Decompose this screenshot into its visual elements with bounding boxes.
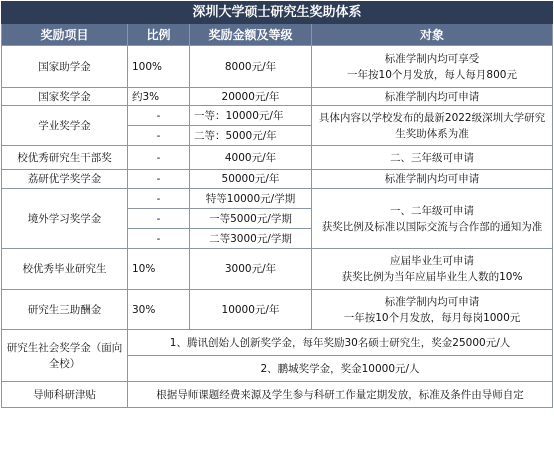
cell-amount: 二等：5000元/年 <box>190 126 312 146</box>
cell-ratio: 10% <box>128 249 190 290</box>
cell-mentor-content: 根据导师课题经费来源及学生参与科研工作量定期发放，标准及条件由导师自定 <box>128 382 553 408</box>
cell-item: 研究生三助酬金 <box>2 290 128 330</box>
cell-ratio: - <box>128 146 190 170</box>
target-line: 标准学制内均可享受 <box>384 52 480 65</box>
header-item: 奖励项目 <box>2 24 128 46</box>
header-amount: 奖励金额及等级 <box>190 24 312 46</box>
table-title: 深圳大学硕士研究生奖助体系 <box>2 2 553 24</box>
cell-item: 学业奖学金 <box>2 106 128 146</box>
cell-item: 国家奖学金 <box>2 88 128 106</box>
target-line: 生奖助体系为准 <box>395 127 469 140</box>
cell-amount: 二等3000元/学期 <box>190 229 312 249</box>
cell-item: 研究生社会奖学金（面向全校） <box>2 330 128 382</box>
cell-target <box>312 290 553 330</box>
target-line: 具体内容以学校发布的最新2022级深圳大学研究 <box>318 111 546 124</box>
cell-ratio: 100% <box>128 46 190 88</box>
table-row <box>2 170 553 189</box>
title-row <box>2 2 553 24</box>
cell-ratio: - <box>128 170 190 189</box>
cell-amount: 10000元/年 <box>190 290 312 330</box>
cell-item: 校优秀毕业研究生 <box>2 249 128 290</box>
header-row <box>2 24 553 46</box>
cell-ratio: 30% <box>128 290 190 330</box>
table-row <box>2 330 553 356</box>
target-line: 一年按10个月发放，每月每岗1000元 <box>343 311 521 324</box>
target-line: 获奖比例为当年应届毕业生人数的10% <box>341 271 523 283</box>
header-ratio: 比例 <box>128 24 190 46</box>
cell-amount: 20000元/年 <box>190 88 312 106</box>
cell-ratio: - <box>128 229 190 249</box>
cell-target <box>312 106 553 146</box>
header-target: 对象 <box>312 24 553 46</box>
table-row <box>2 106 553 126</box>
cell-amount: 特等10000元/学期 <box>190 189 312 209</box>
cell-target: 标准学制内均可申请 <box>312 88 553 106</box>
cell-amount: 8000元/年 <box>190 46 312 88</box>
table-row <box>2 382 553 408</box>
cell-amount: 50000元/年 <box>190 170 312 189</box>
cell-item: 境外学习奖学金 <box>2 189 128 249</box>
scholarship-table <box>1 1 553 408</box>
target-line: 应届毕业生可申请 <box>390 255 474 267</box>
table-row <box>2 189 553 209</box>
target-line: 标准学制内均可申请 <box>384 295 480 308</box>
cell-item: 荔研优学奖学金 <box>2 170 128 189</box>
table-row <box>2 249 553 290</box>
target-line: 一年按10个月发放，每人每月800元 <box>347 68 517 81</box>
target-line: 获奖比例及标准以国际交流与合作部的通知为准 <box>321 220 543 233</box>
table-row <box>2 290 553 330</box>
cell-social-line: 2、鹏城奖学金，奖金10000元/人 <box>128 356 553 382</box>
cell-ratio: - <box>128 209 190 229</box>
cell-target <box>312 189 553 249</box>
cell-amount: 3000元/年 <box>190 249 312 290</box>
cell-item: 校优秀研究生干部奖 <box>2 146 128 170</box>
cell-ratio: - <box>128 106 190 126</box>
scholarship-table-container <box>1 1 552 408</box>
target-line: 一、二年级可申请 <box>390 204 474 217</box>
table-row <box>2 146 553 170</box>
table-row <box>2 46 553 88</box>
cell-target: 标准学制内均可申请 <box>312 170 553 189</box>
cell-item: 国家助学金 <box>2 46 128 88</box>
cell-target: 二、三年级可申请 <box>312 146 553 170</box>
cell-item: 导师科研津贴 <box>2 382 128 408</box>
table-row <box>2 88 553 106</box>
cell-ratio: - <box>128 126 190 146</box>
cell-amount: 4000元/年 <box>190 146 312 170</box>
cell-amount: 一等：10000元/年 <box>190 106 312 126</box>
cell-ratio: 约3% <box>128 88 190 106</box>
cell-social-line: 1、腾讯创始人创新奖学金，每年奖励30名硕士研究生，奖金25000元/人 <box>128 330 553 356</box>
cell-target <box>312 46 553 88</box>
cell-target <box>312 249 553 290</box>
cell-amount: 一等5000元/学期 <box>190 209 312 229</box>
cell-ratio: - <box>128 189 190 209</box>
